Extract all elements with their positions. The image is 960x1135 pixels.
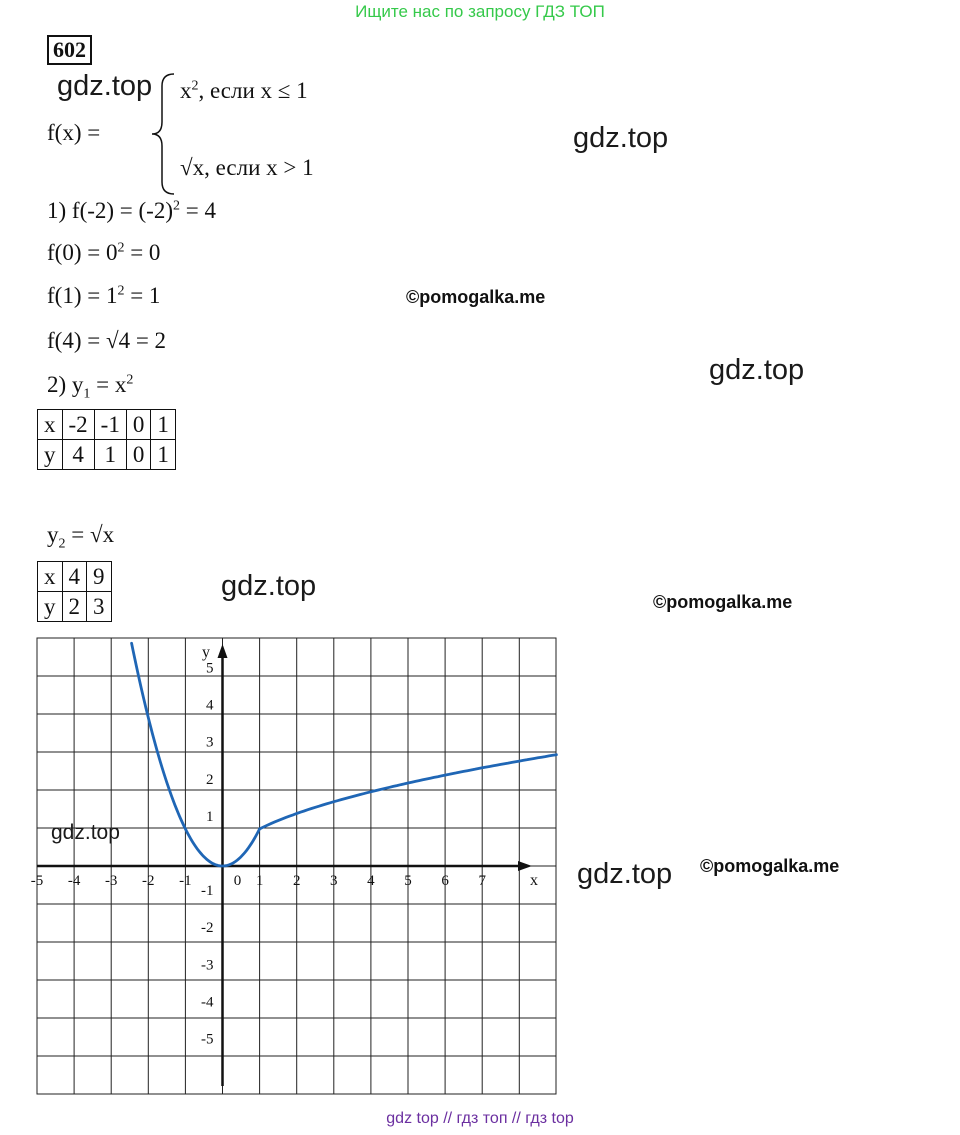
table2-cell: y: [38, 592, 63, 622]
y1-label: 2) y: [47, 372, 84, 397]
table2-cell: 3: [87, 592, 112, 622]
watermark-pomogalka-1: ©pomogalka.me: [406, 287, 546, 307]
x-tick-label: -3: [104, 873, 118, 889]
x-tick-label: 0: [233, 873, 242, 889]
task-number: 602: [47, 35, 92, 65]
x-tick-label: 2: [292, 873, 301, 889]
y-tick-label: -5: [201, 1031, 214, 1048]
table2-cell: 2: [62, 592, 87, 622]
case-1-condition: , если x ≤ 1: [198, 78, 308, 103]
y2-rhs: = √x: [65, 522, 115, 547]
table1-cell: 1: [151, 410, 176, 440]
y-tick-label: 5: [206, 660, 214, 677]
table1-cell: 0: [126, 410, 151, 440]
calc-line-2-text: f(0) = 0: [47, 240, 118, 265]
y1-subscript: 1: [83, 386, 91, 402]
watermark-gdz-1: gdz.top: [57, 70, 153, 102]
table1-cell: x: [38, 410, 63, 440]
table2-cell: 9: [87, 562, 112, 592]
y1-rhs: = x: [90, 372, 127, 397]
calc-line-4: f(4) = √4 = 2: [47, 328, 167, 353]
y-tick-label: -2: [201, 920, 214, 937]
x-axis-arrow: [518, 861, 532, 871]
footer-links[interactable]: gdz top // гдз топ // гдз top: [386, 1110, 574, 1127]
calc-line-3-tail: = 1: [124, 283, 161, 308]
calc-line-2-tail: = 0: [124, 240, 161, 265]
search-banner[interactable]: Ищите нас по запросу ГДЗ ТОП: [355, 2, 605, 21]
x-tick-label: -4: [67, 873, 81, 889]
watermark-pomogalka-3: ©pomogalka.me: [700, 856, 840, 876]
y-tick-label: -1: [201, 883, 214, 900]
x-tick-label: 3: [330, 873, 338, 889]
x-tick-label: 5: [404, 873, 412, 889]
x-tick-label: -2: [142, 873, 155, 889]
calc-line-3-text: f(1) = 1: [47, 283, 118, 308]
y-tick-label: 4: [206, 697, 214, 714]
x-tick-label: 4: [367, 873, 375, 889]
case-2-root: √x: [180, 155, 205, 180]
x-tick-label: 6: [441, 873, 449, 889]
y2-label: y: [47, 522, 59, 547]
x-axis-label: x: [530, 872, 538, 889]
x-tick-label: -1: [179, 873, 192, 889]
watermark-gdz-2: gdz.top: [573, 122, 669, 154]
table2-cell: x: [38, 562, 63, 592]
y1-exponent: 2: [126, 372, 134, 388]
x-tick-label: 1: [255, 873, 264, 889]
y-axis-label: y: [202, 644, 210, 661]
watermark-gdz-5: gdz.top: [51, 821, 120, 844]
y-axis-arrow: [218, 644, 228, 658]
y-tick-label: 2: [206, 771, 214, 788]
table2-cell: 4: [62, 562, 87, 592]
calc-line-1-tail: = 4: [180, 198, 216, 223]
y2-subscript: 2: [58, 536, 66, 552]
case-1-exponent: 2: [191, 78, 199, 94]
case-2-condition: , если x > 1: [204, 155, 314, 180]
case-1-base: x: [180, 78, 192, 103]
table1-cell: 4: [62, 440, 94, 470]
y-tick-label: 3: [206, 734, 214, 751]
y-tick-label: -3: [201, 957, 214, 974]
watermark-gdz-6: gdz.top: [577, 858, 673, 890]
table1-cell: y: [38, 440, 63, 470]
x-tick-label: -5: [30, 873, 44, 889]
curve-piece-1: [132, 643, 260, 866]
table1-cell: 1: [151, 440, 176, 470]
x-tick-label: 7: [478, 873, 486, 889]
watermark-pomogalka-2: ©pomogalka.me: [653, 592, 793, 612]
calc-line-1-exp: 2: [173, 198, 180, 214]
watermark-gdz-4: gdz.top: [221, 570, 317, 602]
calc-line-2-exp: 2: [117, 240, 125, 256]
table1-cell: 0: [126, 440, 151, 470]
table1-cell: -2: [62, 410, 94, 440]
table1-cell: 1: [94, 440, 126, 470]
y-tick-label: 1: [206, 808, 214, 825]
y-tick-label: -4: [201, 994, 214, 1011]
function-lhs: f(x) =: [47, 120, 101, 145]
calc-line-3-exp: 2: [117, 283, 125, 299]
table1-cell: -1: [94, 410, 126, 440]
watermark-gdz-3: gdz.top: [709, 354, 805, 386]
calc-line-1-text: 1) f(-2) = (-2): [47, 198, 173, 223]
